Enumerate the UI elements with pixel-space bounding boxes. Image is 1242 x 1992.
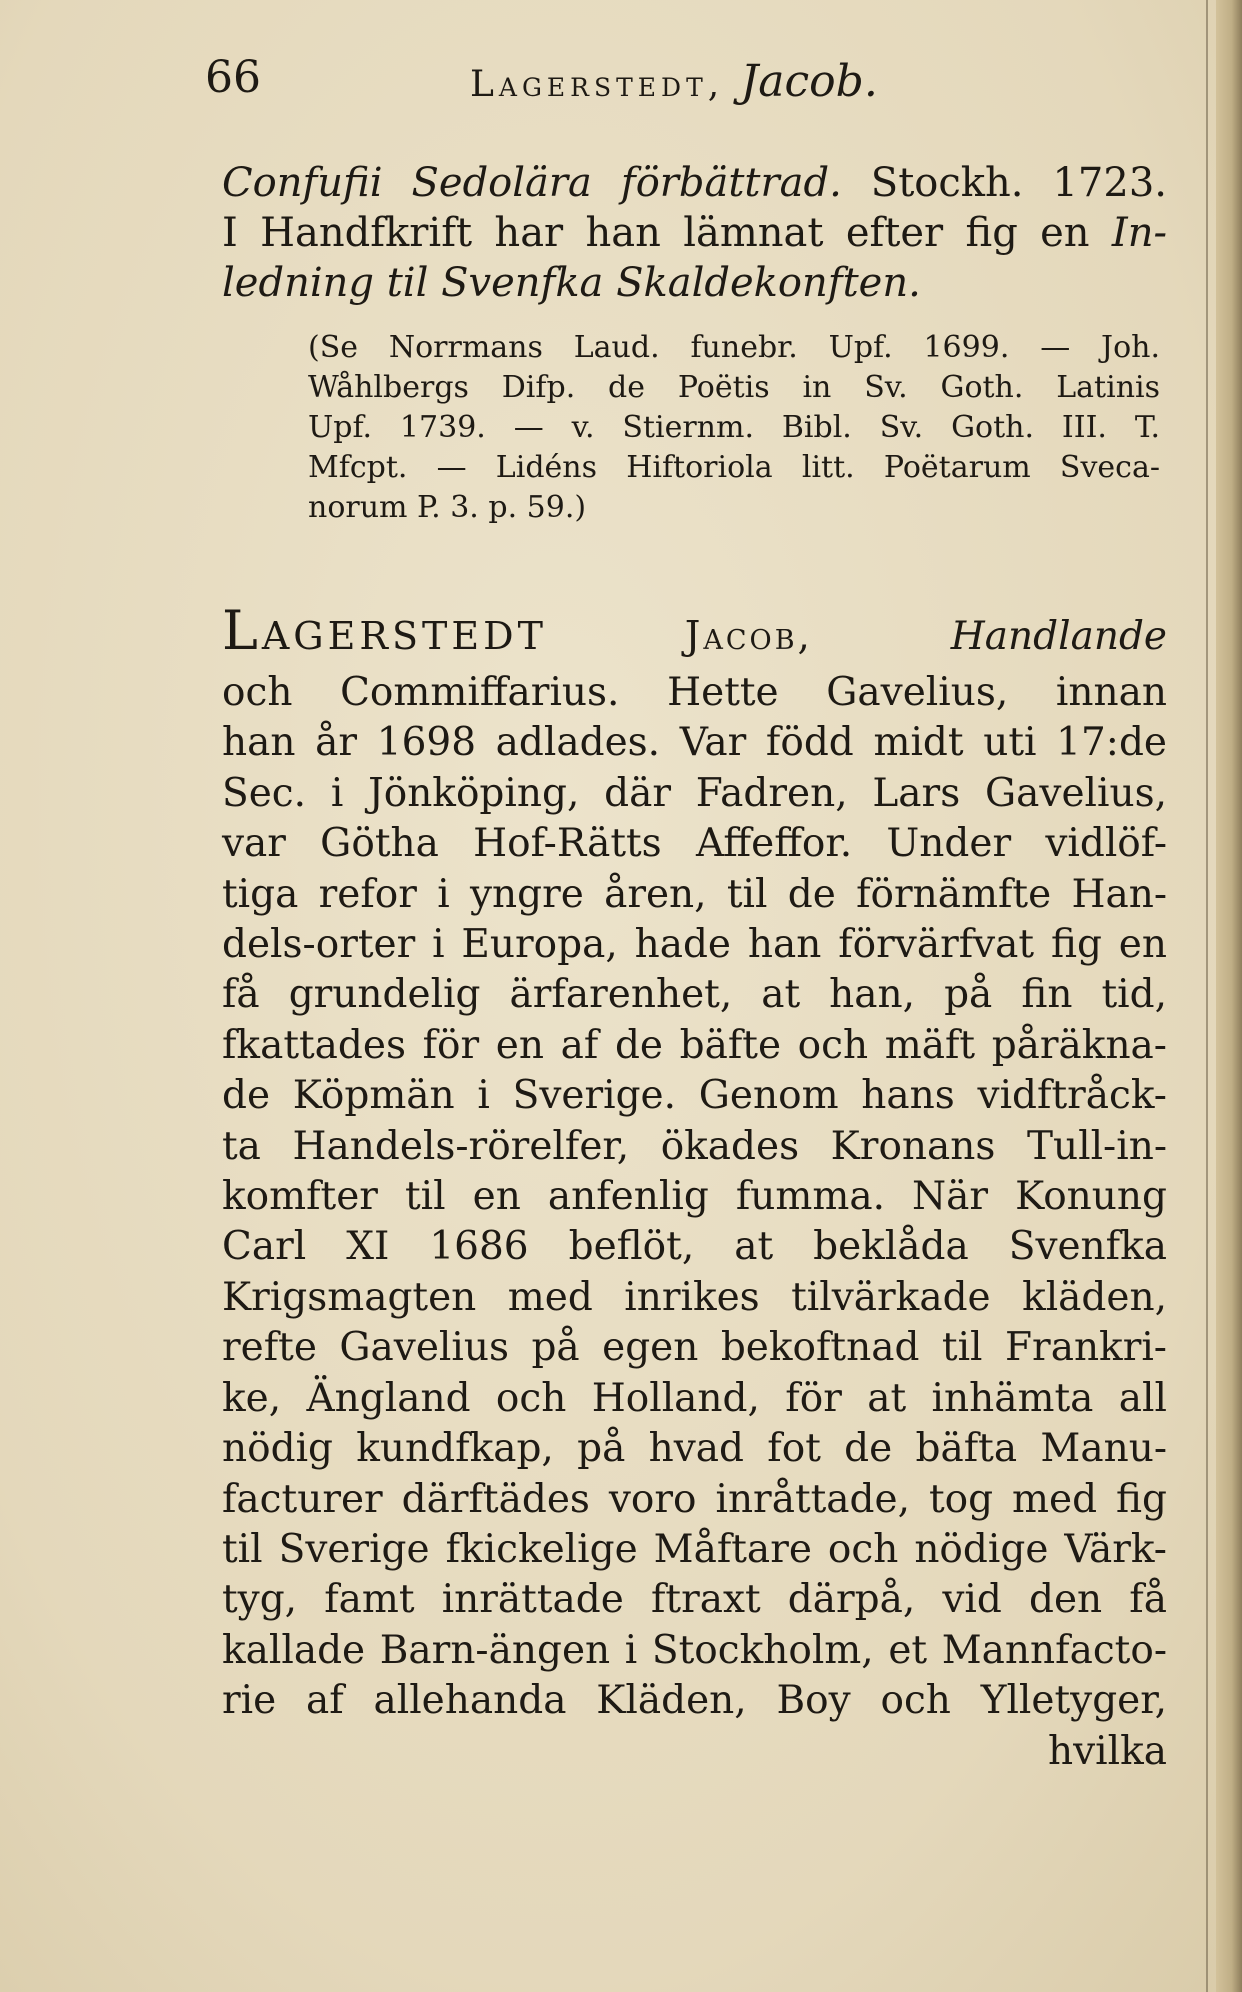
page-fold-line [1206,0,1208,1992]
text-line: tiga refor i yngre åren, til de förnämfte Han- [222,871,1167,917]
note-line: (Se Norrmans Laud. funebr. Upf. 1699. — Joh. [308,330,1160,365]
text-line: Sec. i Jönköping, där Fadren, Lars Gavelius, [222,770,1167,816]
text-line: facturer därftädes voro inråttade, tog med fig [222,1476,1167,1522]
text-line: få grundelig ärfarenhet, at han, på fin tid, [222,972,1167,1018]
text-line: han år 1698 adlades. Var född midt uti 17:de [222,720,1167,766]
note-line: Wåhlbergs Difp. de Poëtis in Sv. Goth. Latinis [308,370,1160,405]
entry-name: Lagerstedt [222,599,547,662]
entry-title: Handlande [950,614,1167,659]
text-line: rie af allehanda Kläden, Boy och Ylletyger, [222,1678,1167,1724]
catchword: hvilka [1048,1728,1167,1774]
running-head-italic: Jacob. [740,56,878,107]
text-line: var Götha Hof-Rätts Affeffor. Under vidlöf- [222,821,1167,867]
note-line: Mfcpt. — Lidéns Hiftoriola litt. Poëtarum Sveca- [308,450,1160,485]
text-line: tyg, famt inrättade ftraxt därpå, vid den få [222,1577,1167,1623]
running-head [470,56,878,107]
text-line: dels-orter i Europa, hade han förvärfvat fig en [222,922,1167,968]
text-line: ledning til Svenfka Skaldekonften. [222,260,921,306]
preceding-entry [222,158,1167,308]
text-line: de Köpmän i Sverige. Genom hans vidftråck- [222,1073,1167,1119]
text-line: refte Gavelius på egen bekoftnad til Frankri- [222,1325,1167,1371]
text-line: och Commiffarius. Hette Gavelius, innan [222,670,1167,715]
main-entry [222,600,1167,1777]
text-line: ke, Ängland och Holland, för at inhämta all [222,1375,1167,1421]
page-edge [1216,0,1242,1992]
text-line: Carl XI 1686 beflöt, at beklåda Svenfka [222,1224,1167,1270]
text-line: I Handfkrift har han lämnat efter fig en In- [222,210,1167,256]
text-line: Krigsmagten med inrikes tilvärkade kläden, [222,1274,1167,1320]
text-line: kallade Barn-ängen i Stockholm, et Mannfacto- [222,1627,1167,1673]
reference-note [308,328,1160,528]
entry-first-name: Jacob, [684,614,813,659]
note-line: norum P. 3. p. 59.) [308,490,587,525]
note-line: Upf. 1739. — v. Stiernm. Bibl. Sv. Goth. III. T. [308,410,1160,445]
text-line: ta Handels-rörelfer, ökades Kronans Tull-in- [222,1123,1167,1169]
text-line: fkattades för en af de bäfte och mäft påräkna- [222,1022,1167,1068]
text-line: til Sverige fkickelige Måftare och nödige Värk- [222,1526,1167,1572]
page-number: 66 [205,52,261,103]
text-line: nödig kundfkap, på hvad fot de bäfta Manu- [222,1426,1167,1472]
running-head-name: Lagerstedt, [470,64,725,105]
page-header [205,52,1165,112]
text-line: Confufii Sedolära förbättrad. Stockh. 1723. [222,160,1167,206]
text-line: komfter til en anfenlig fumma. När Konung [222,1174,1167,1220]
entry-heading [222,600,1167,668]
